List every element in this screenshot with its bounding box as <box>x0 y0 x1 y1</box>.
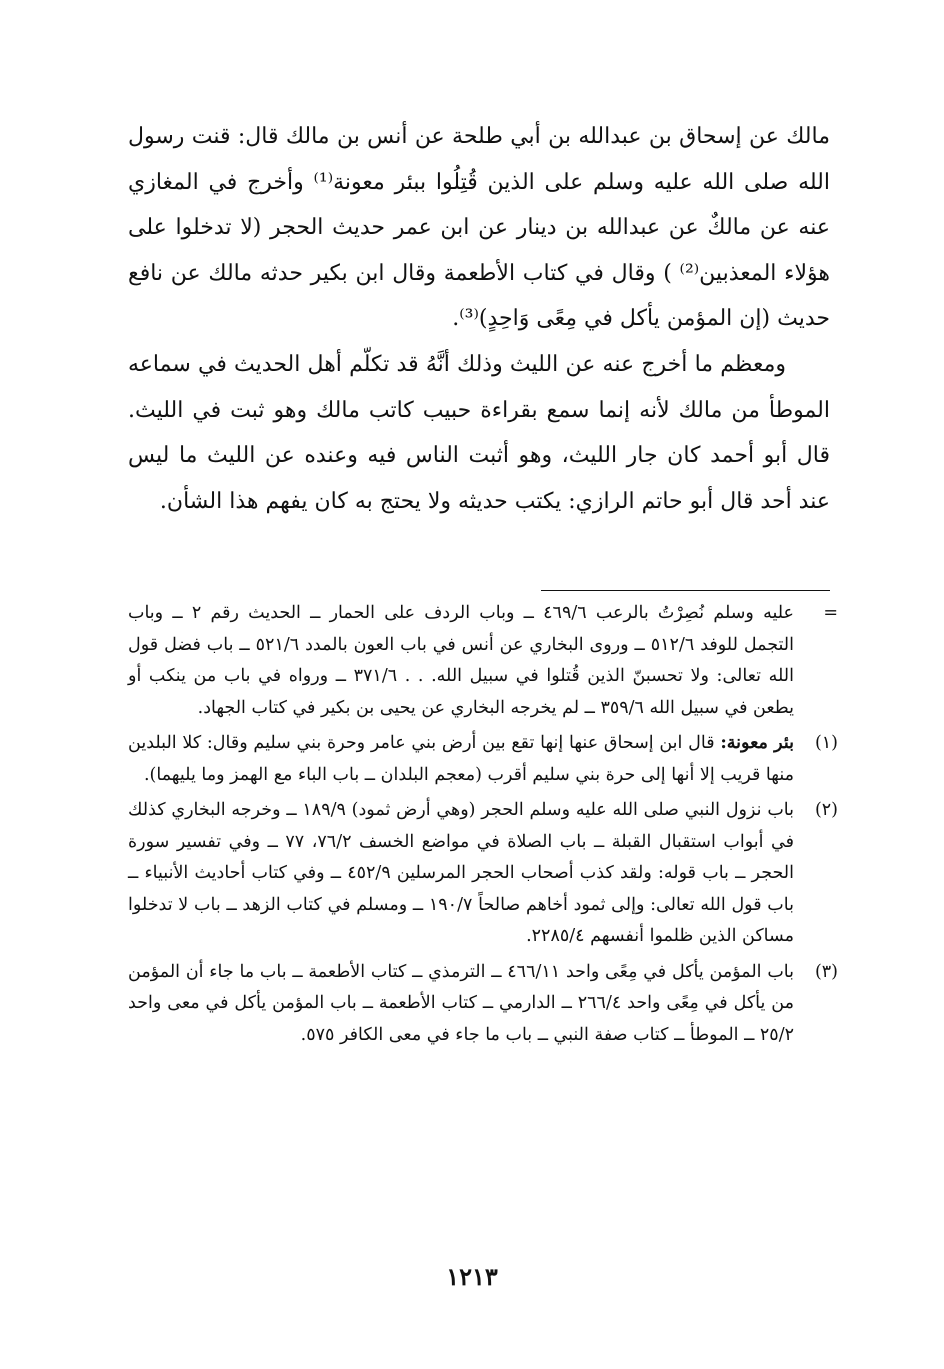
main-paragraph-2: ومعظم ما أخرج عنه عن الليث وذلك أنَّهُ قد تكلّم أهل الحديث في سماعه الموطأ من مالك لأنه إنما سمع بقراءة حبيب كاتب مالك وهو ثبت في الليث. قال أبو أحمد كان جار الليث، وهو أثبت الناس فيه وعنده عن الليث ما ليس عند أحد قال أبو حاتم الرازي: يكتب حديثه ولا يحتج به كان يفهم هذا الشأن. <box>128 351 830 514</box>
footnote-continuation <box>128 598 838 724</box>
footnote-2 <box>128 795 838 953</box>
footnote-continuation-text: عليه وسلم نُصِرْتُ بالرعب ٤٦٩/٦ ــ وباب الردف على الحمار ــ الحديث رقم ٢ ــ وباب التجمل للوفد ٥١٢/٦ ــ وروى البخاري عن أنس في باب العون بالمدد ٥٢١/٦ ــ باب فضل قول الله تعالى: ولا تحسبنّ الذين قُتلوا في سبيل الله. . . ٣٧١/٦ ــ ورواه في باب من ينكب أو يطعن في سبيل الله ٣٥٩/٦ ــ لم يخرجه البخاري عن يحيى بن بكير في كتاب الجهاد. <box>128 603 794 718</box>
page-number: ١٢١٣ <box>446 1262 498 1291</box>
main-paragraph-1: مالك عن إسحاق بن عبدالله بن أبي طلحة عن أنس بن مالك قال: قنت رسول الله صلى الله عليه وسلم على الذين قُتِلُوا ببئر معونة⁽¹⁾ وأخرج في المغازي عنه عن مالكٌ عن عبدالله بن دينار عن ابن عمر حديث الحجر (لا تدخلوا على هؤلاء المعذبين⁽²⁾ ) وقال في كتاب الأطعمة وقال ابن بكير حدثه مالك عن نافع حديث (إن المؤمن يأكل في مِعًى وَاحِدٍ)⁽³⁾. <box>128 124 830 332</box>
footnote-2-text: باب نزول النبي صلى الله عليه وسلم الحجر (وهي أرض ثمود) ١٨٩/٩ ــ وخرجه البخاري كذلك في أبواب استقبال القبلة ــ باب الصلاة في مواضع الخسف ٧٦/٢، ٧٧ ــ وفي تفسير سورة الحجر ــ باب قوله: ولقد كذب أصحاب الحجر المرسلين ٤٥٢/٩ ــ وفي كتاب أحاديث الأنبياء ــ باب قول الله تعالى: وإلى ثمود أخاهم صالحاً ١٩٠/٧ ــ ومسلم في كتاب الزهد ــ باب لا تدخلوا مساكن الذين ظلموا أنفسهم ٢٢٨٥/٤. <box>128 800 794 946</box>
footnote-1-term: بئر معونة: <box>720 733 794 753</box>
footnote-separator-rule <box>541 590 830 591</box>
footnote-3-marker: (٣) <box>814 961 838 982</box>
footnote-continuation-marker: = <box>823 603 838 623</box>
footnote-3 <box>128 957 838 1052</box>
footnote-3-text: باب المؤمن يأكل في مِعًى واحد ٤٦٦/١١ ــ الترمذي ــ كتاب الأطعمة ــ باب ما جاء أن المؤمن من يأكل في مِعًى واحد ٢٦٦/٤ ــ الدارمي ــ كتاب الأطعمة ــ باب المؤمن يأكل في معى واحد ٢٥/٢ ــ الموطأ ــ كتاب صفة النبي ــ باب ما جاء في معى الكافر ٥٧٥. <box>128 961 794 1045</box>
footnote-1 <box>128 728 838 791</box>
main-text-body <box>128 114 830 524</box>
footnote-2-marker: (٢) <box>814 800 838 820</box>
footnote-1-marker: (١) <box>814 733 838 753</box>
footnote-1-body <box>128 728 794 791</box>
footnotes-section <box>128 598 838 1055</box>
footnote-1-text: قال ابن إسحاق عنها إنها تقع بين أرض بني عامر وحرة بني سليم وقال: كلا البلدين منها قريب إلا أنها إلى حرة بني سليم أقرب (معجم البلدان ــ باب الباء مع الهمز وما يليهما). <box>128 733 794 785</box>
